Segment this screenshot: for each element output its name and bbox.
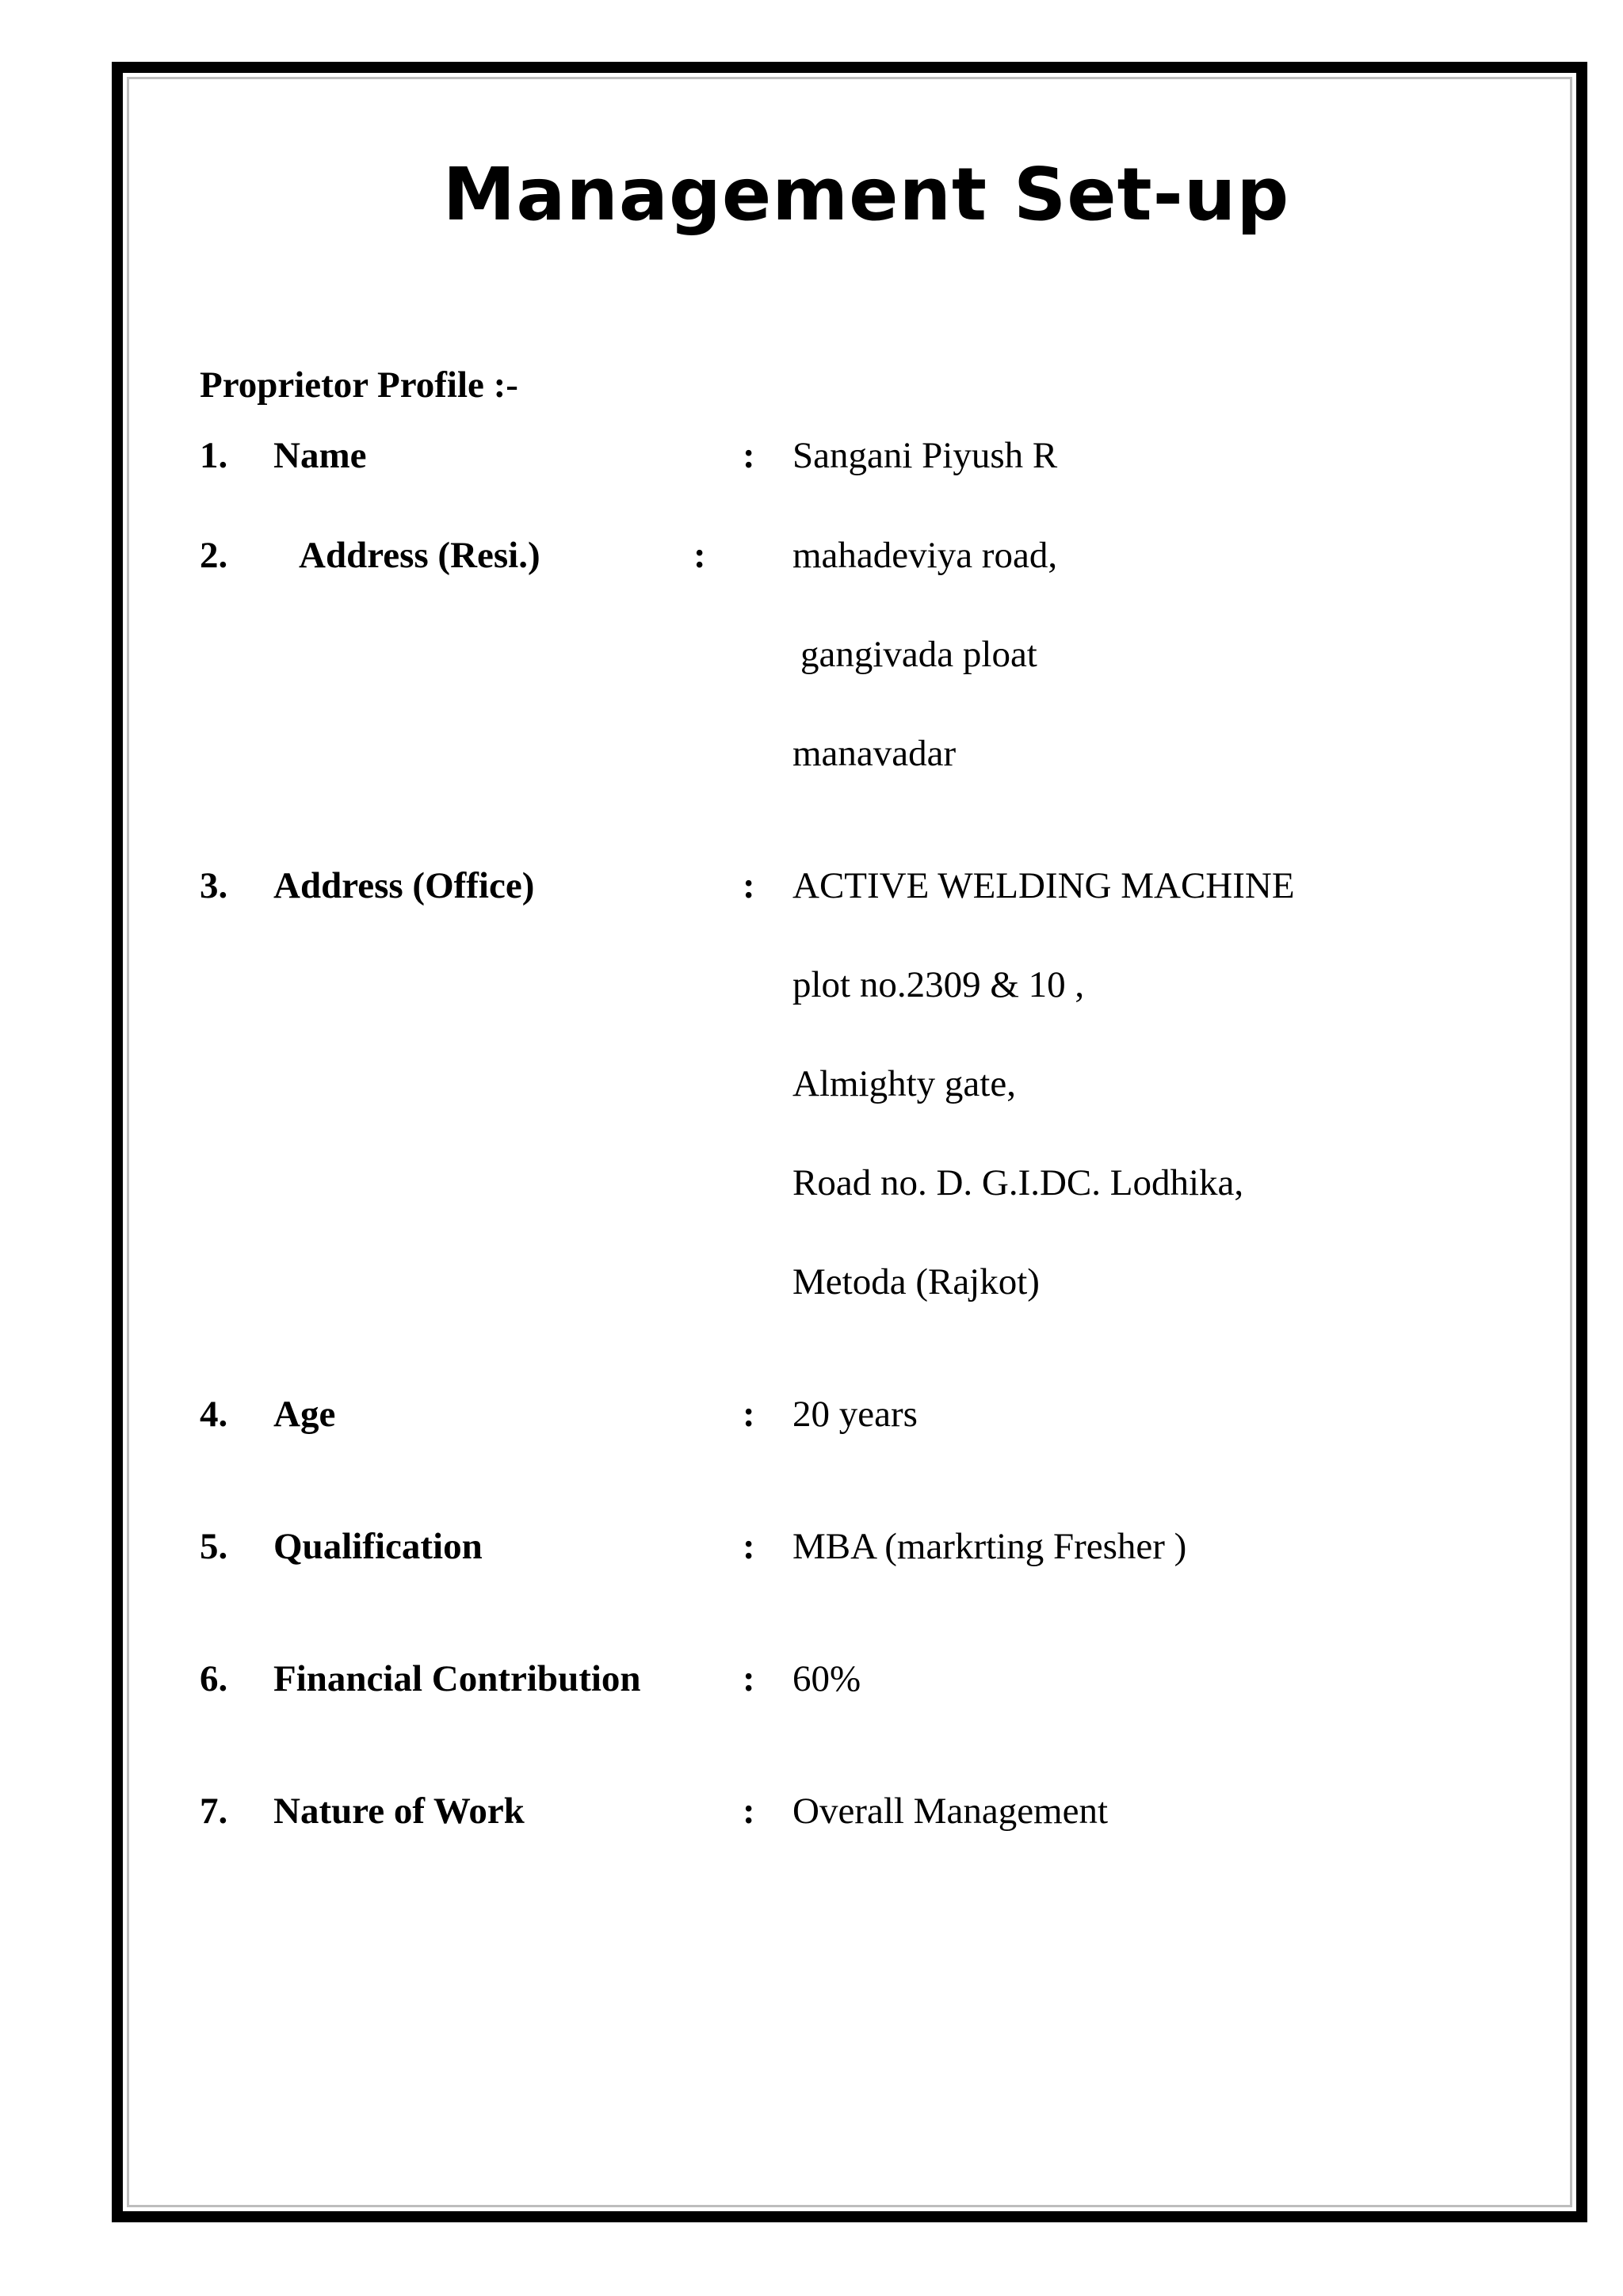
item-label-qualification: Qualification — [273, 1526, 483, 1567]
item-value-address-resi-line: gangivada ploat — [800, 634, 1037, 675]
item-value-name: Sangani Piyush R — [792, 435, 1058, 476]
item-label-address-resi: Address (Resi.) — [299, 535, 540, 576]
item-number: 5. — [200, 1526, 228, 1567]
item-label-name: Name — [273, 435, 367, 476]
item-colon: : — [743, 1526, 755, 1567]
item-label-age: Age — [273, 1394, 336, 1435]
item-value-age: 20 years — [792, 1394, 918, 1435]
item-number: 2. — [200, 535, 228, 576]
item-label-financial-contribution: Financial Contribution — [273, 1658, 641, 1699]
item-colon: : — [743, 865, 755, 906]
item-value-address-office-line: Almighty gate, — [792, 1063, 1016, 1104]
item-colon: : — [743, 1791, 755, 1832]
item-value-address-office-line: Road no. D. G.I.DC. Lodhika, — [792, 1162, 1244, 1203]
item-label-nature-of-work: Nature of Work — [273, 1791, 525, 1832]
item-value-nature-of-work: Overall Management — [792, 1791, 1109, 1832]
item-value-address-resi-line: manavadar — [792, 733, 957, 774]
item-value-address-office-line: ACTIVE WELDING MACHINE — [792, 865, 1295, 906]
item-value-address-office-line: plot no.2309 & 10 , — [792, 964, 1085, 1005]
page-title: Management Set-up — [442, 152, 1290, 237]
item-number: 7. — [200, 1791, 228, 1832]
item-value-financial-contribution: 60% — [792, 1658, 861, 1699]
item-colon: : — [693, 535, 706, 576]
item-colon: : — [743, 1394, 755, 1435]
item-number: 4. — [200, 1394, 228, 1435]
section-heading: Proprietor Profile :- — [200, 364, 518, 406]
item-value-qualification: MBA (markrting Fresher ) — [792, 1526, 1187, 1567]
item-value-address-office-line: Metoda (Rajkot) — [792, 1261, 1040, 1302]
item-value-address-resi-line: mahadeviya road, — [792, 535, 1058, 576]
item-label-address-office: Address (Office) — [273, 865, 535, 906]
item-colon: : — [743, 1658, 755, 1699]
item-number: 6. — [200, 1658, 228, 1699]
item-number: 1. — [200, 435, 228, 476]
item-colon: : — [743, 435, 755, 476]
item-number: 3. — [200, 865, 228, 906]
